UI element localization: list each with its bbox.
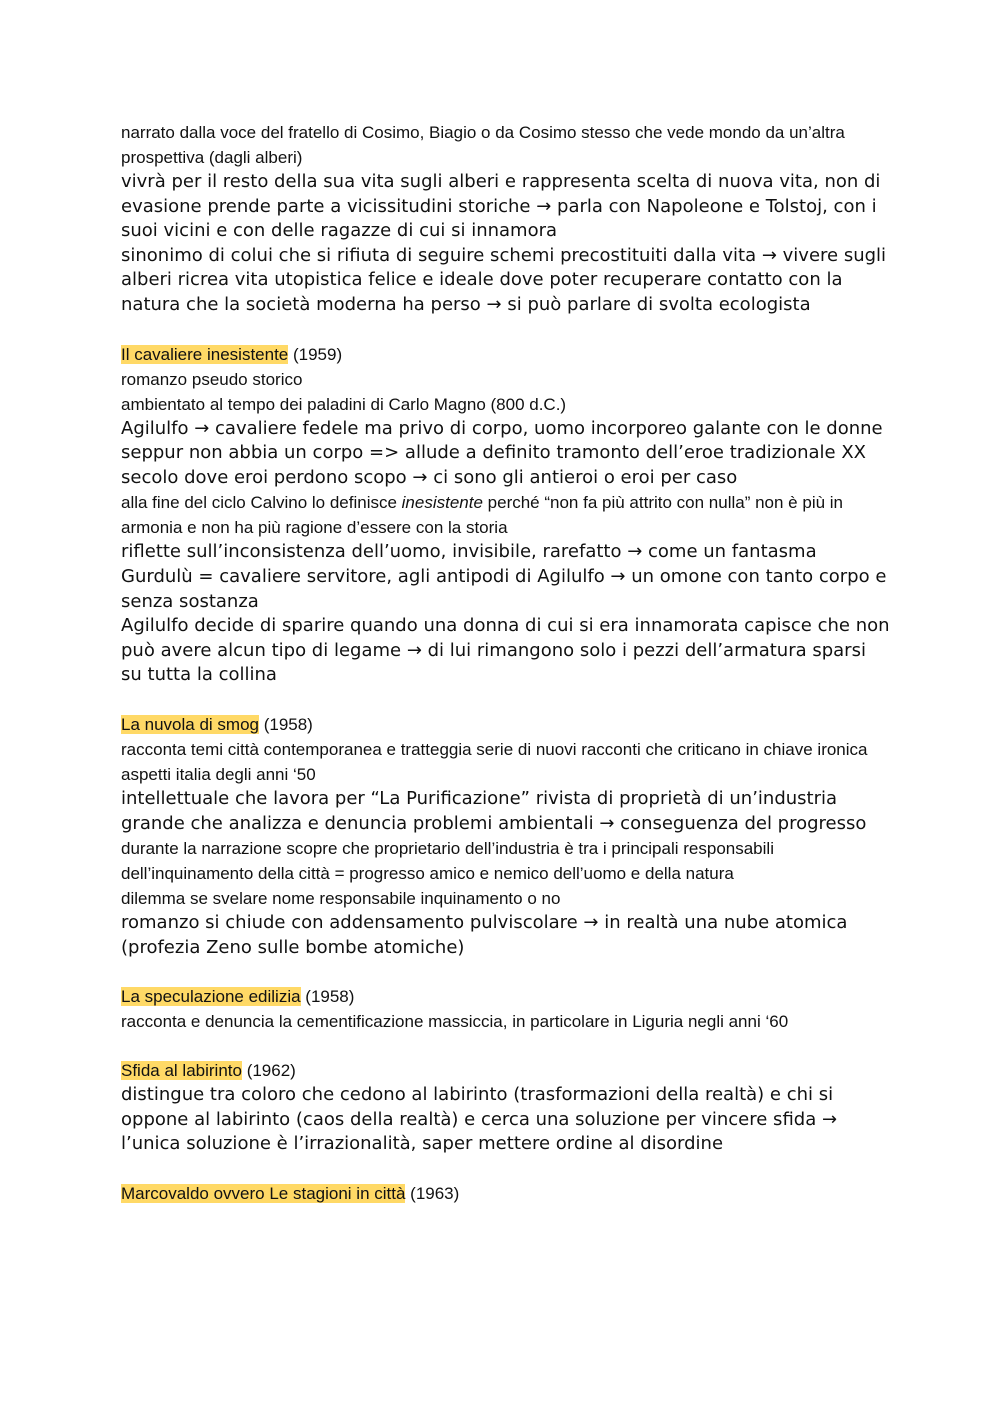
intro-paragraph-3: sinonimo di colui che si rifiuta di seguire schemi precostituiti dalla vita → vivere sugli alberi ricrea vita utopistica felice e ideale dove poter recuperare contatto con la natura che la società moderna ha perso → si può parlare di svolta ecologista bbox=[121, 244, 887, 315]
highlighted-title: Il cavaliere inesistente bbox=[121, 344, 289, 364]
section-year: (1959) bbox=[288, 344, 343, 364]
highlighted-title: La speculazione edilizia bbox=[121, 987, 301, 1007]
cavaliere-paragraph-7: Agilulfo decide di sparire quando una donna di cui si era innamorata capisce che non può avere alcun tipo di legame → di lui rimangono solo i pezzi dell’armatura sparsi su tutta la collina bbox=[121, 615, 890, 686]
spacer bbox=[121, 960, 891, 984]
highlighted-title: Marcovaldo ovvero Le stagioni in città bbox=[121, 1184, 406, 1204]
spacer bbox=[121, 688, 891, 712]
intro-paragraph-1: narrato dalla voce del fratello di Cosimo, Biagio o da Cosimo stesso che vede mondo da un’altra prospettiva (dagli alberi) bbox=[121, 123, 845, 167]
highlighted-title: Sfida al labirinto bbox=[121, 1061, 242, 1081]
spacer bbox=[121, 318, 891, 342]
cavaliere-paragraph-6: Gurdulù = cavaliere servitore, agli antipodi di Agilulfo → un omone con tanto corpo e senza sostanza bbox=[121, 565, 887, 612]
text-run: alla fine del ciclo Calvino lo definisce bbox=[121, 493, 402, 513]
nuvola-paragraph-2: intellettuale che lavora per “La Purificazione” rivista di proprietà di un’industria grande che analizza e denuncia problemi ambientali → conseguenza del progresso bbox=[121, 787, 867, 834]
section-year: (1962) bbox=[241, 1061, 296, 1081]
italic-term: inesistente bbox=[401, 493, 483, 513]
section-year: (1958) bbox=[258, 714, 313, 734]
document-content bbox=[121, 120, 891, 1206]
spacer bbox=[121, 1034, 891, 1058]
section-year: (1958) bbox=[300, 987, 355, 1007]
highlighted-title: La nuvola di smog bbox=[121, 714, 259, 734]
cavaliere-paragraph-5: riflette sull’inconsistenza dell’uomo, invisibile, rarefatto → come un fantasma bbox=[121, 541, 817, 563]
cavaliere-paragraph-2: ambientato al tempo dei paladini di Carlo Magno (800 d.C.) bbox=[121, 394, 567, 414]
section-heading-cavaliere bbox=[121, 342, 891, 367]
speculazione-paragraph-1: racconta e denuncia la cementificazione massiccia, in particolare in Liguria negli anni ‘60 bbox=[121, 1012, 789, 1032]
sfida-paragraph-1: distingue tra coloro che cedono al labirinto (trasformazioni della realtà) e chi si oppone al labirinto (caos della realtà) e cerca una soluzione per vincere sfida → l’unica soluzione è l’irrazionalità, saper mettere ordine al disordine bbox=[121, 1084, 838, 1155]
intro-paragraph-2: vivrà per il resto della sua vita sugli alberi e rappresenta scelta di nuova vita, non di evasione prende parte a vicissitudini storiche → parla con Napoleone e Tolstoj, con i suoi vicini e con delle ragazze di cui si innamora bbox=[121, 171, 881, 242]
section-heading-sfida bbox=[121, 1058, 891, 1083]
cavaliere-paragraph-4 bbox=[121, 490, 891, 540]
spacer bbox=[121, 1157, 891, 1181]
nuvola-paragraph-4: dilemma se svelare nome responsabile inquinamento o no bbox=[121, 889, 561, 909]
section-year: (1963) bbox=[405, 1184, 460, 1204]
cavaliere-paragraph-3: Agilulfo → cavaliere fedele ma privo di corpo, uomo incorporeo galante con le donne seppur non abbia un corpo => allude a definito tramonto dell’eroe tradizionale XX secolo dove eroi perdono scopo → ci sono gli antieroi o eroi per caso bbox=[121, 417, 883, 488]
nuvola-paragraph-1: racconta temi città contemporanea e tratteggia serie di nuovi racconti che criticano in chiave ironica aspetti italia degli anni ‘50 bbox=[121, 739, 868, 784]
cavaliere-paragraph-1: romanzo pseudo storico bbox=[121, 369, 303, 389]
text-run: perché “non fa più attrito con nulla” non è più in armonia e non ha più ragione d’essere con la storia bbox=[121, 493, 844, 538]
section-heading-marcovaldo bbox=[121, 1181, 891, 1206]
nuvola-paragraph-5: romanzo si chiude con addensamento pulviscolare → in realtà una nube atomica (profezia Zeno sulle bombe atomiche) bbox=[121, 912, 848, 958]
section-heading-speculazione bbox=[121, 984, 891, 1009]
section-heading-nuvola bbox=[121, 712, 891, 737]
nuvola-paragraph-3: durante la narrazione scopre che proprietario dell’industria è tra i principali responsabili dell’inquinamento della città = progresso amico e nemico dell’uomo e della natura bbox=[121, 839, 774, 884]
